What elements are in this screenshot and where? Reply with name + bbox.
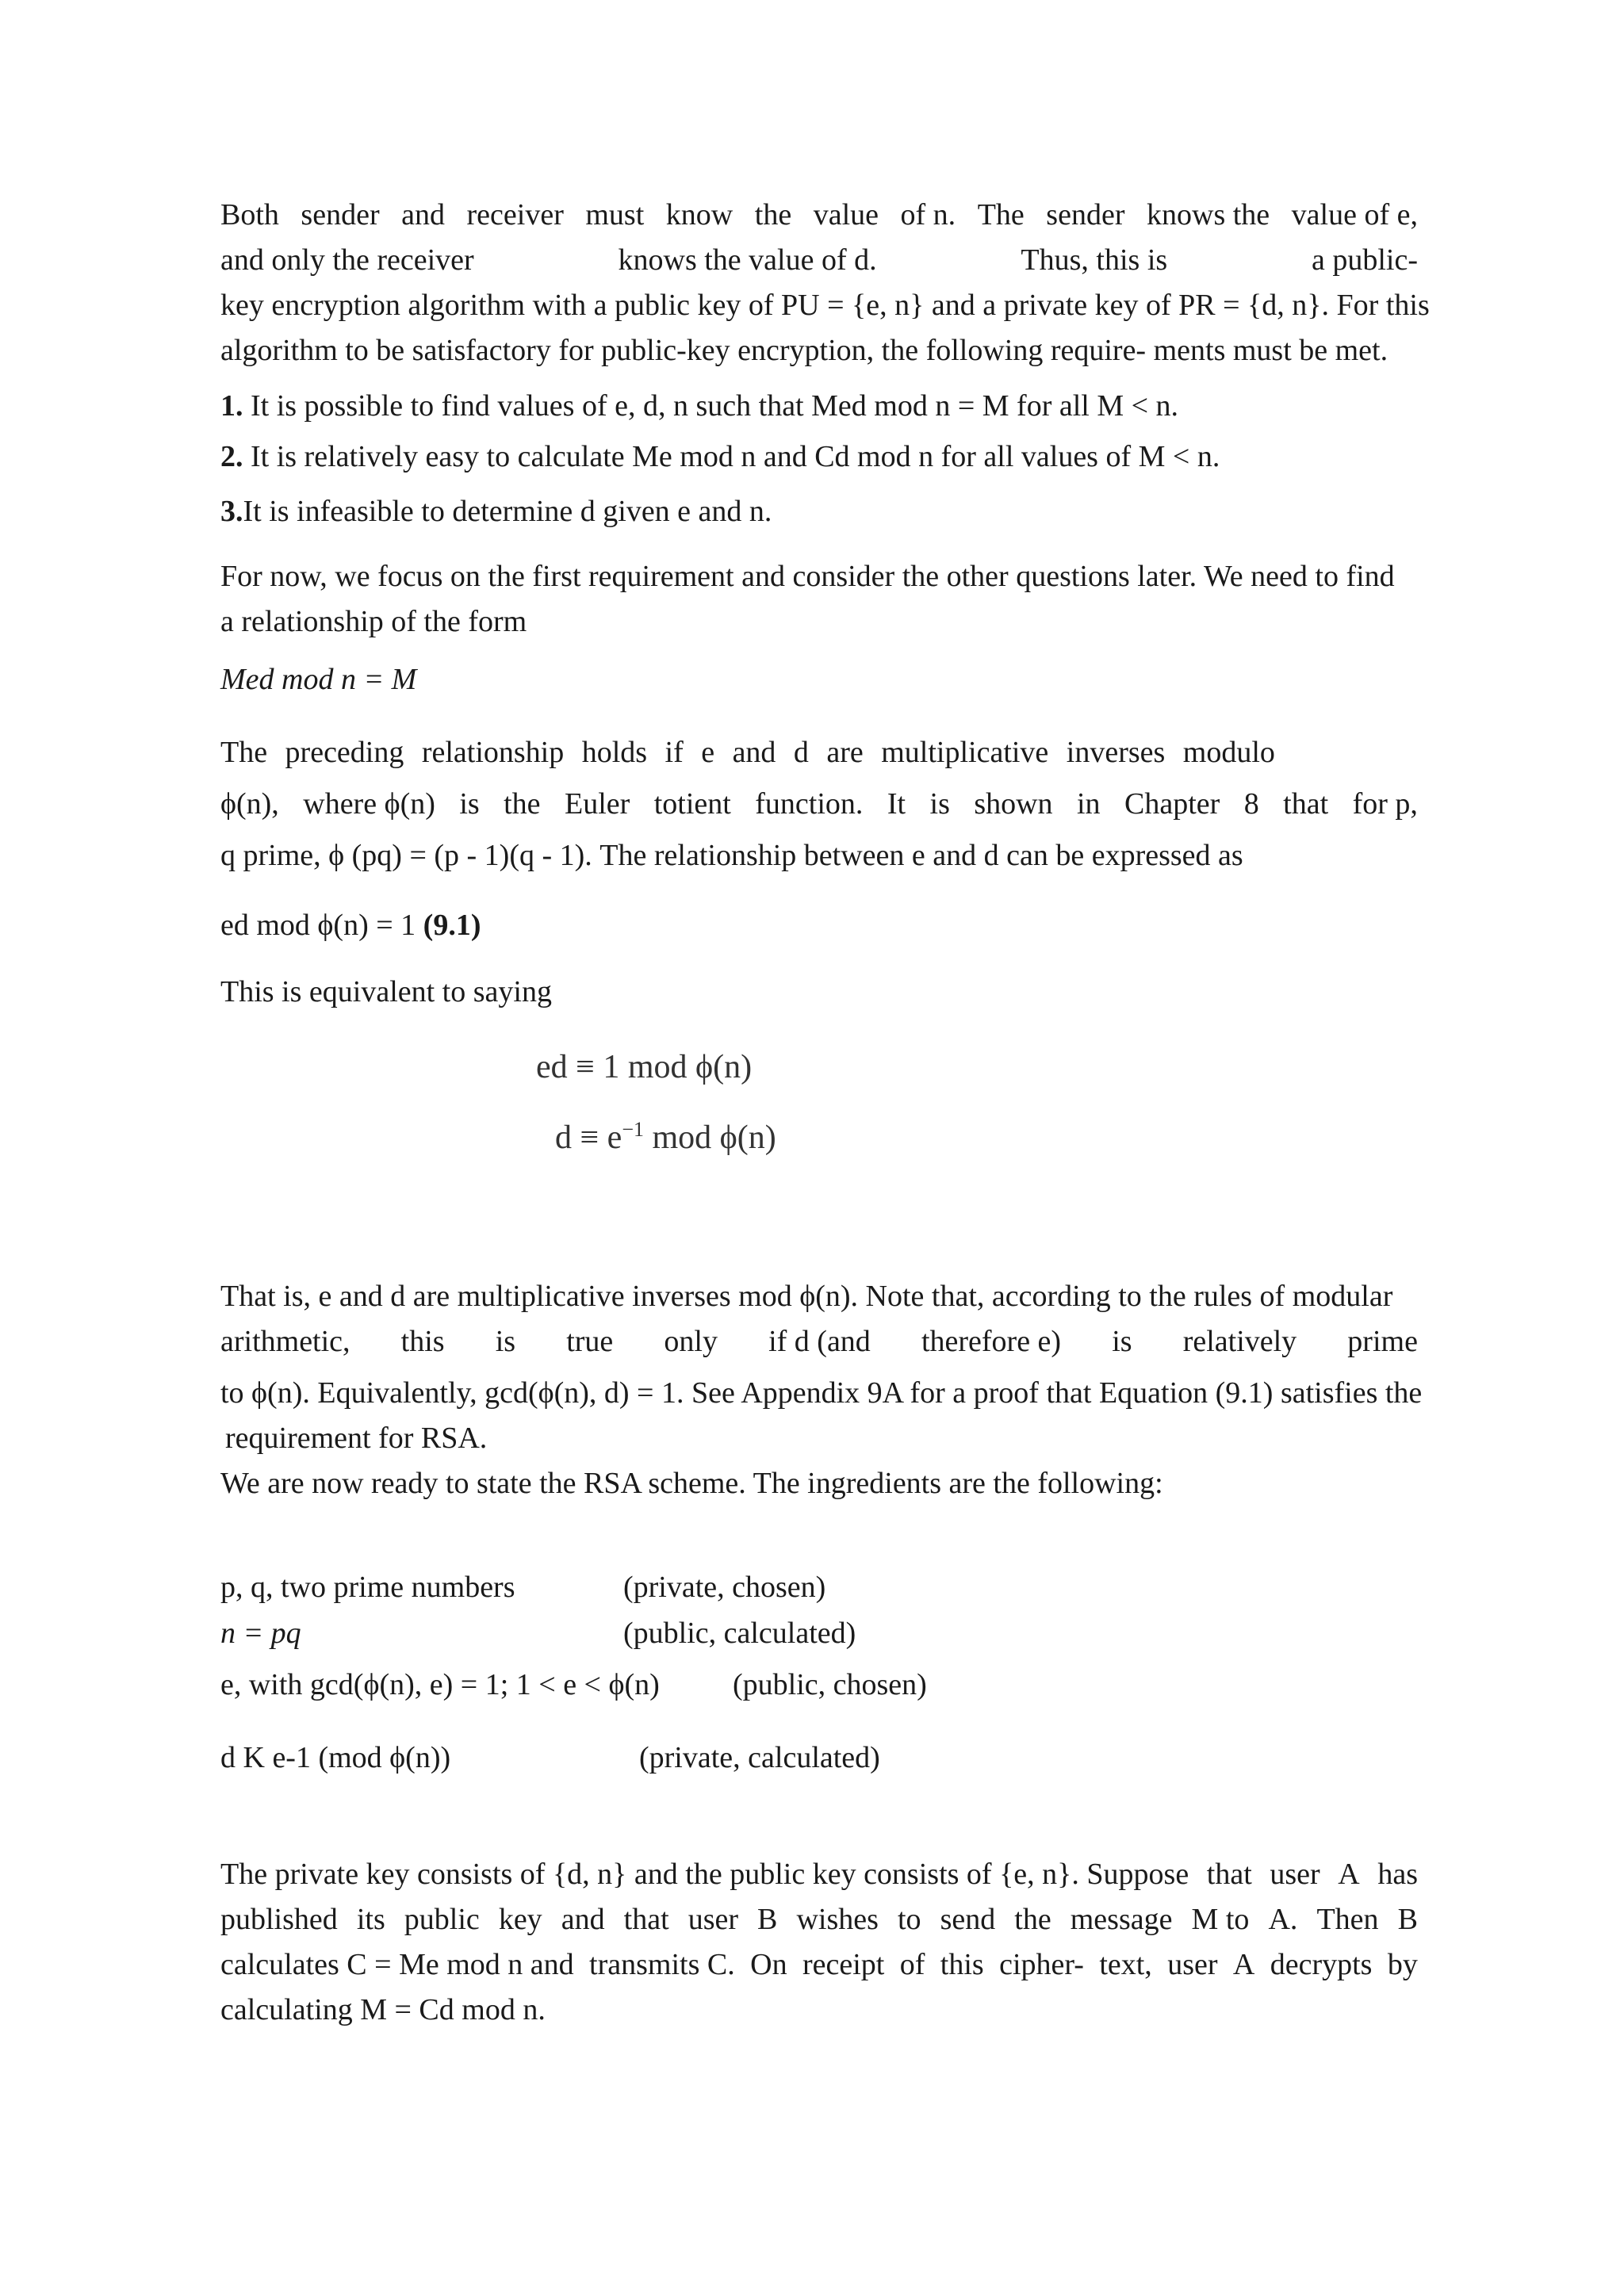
word: is: [1112, 1325, 1132, 1358]
word: 8: [1243, 787, 1259, 821]
requirement-2: [220, 442, 1220, 472]
word: decrypts: [1270, 1948, 1373, 1981]
ingredient-note: (private, chosen): [623, 1571, 826, 1604]
ingredient-item: n = pq: [220, 1617, 301, 1650]
word: and: [732, 736, 776, 769]
word: has: [1377, 1858, 1418, 1891]
word: The: [977, 198, 1025, 232]
word: therefore e): [921, 1325, 1062, 1358]
para3-line2: [220, 789, 1418, 819]
phrase: transmits C.: [589, 1948, 735, 1981]
word: B: [1397, 1903, 1418, 1936]
display-equation-2: [555, 1118, 776, 1157]
para1-line2: [220, 245, 1418, 275]
para2-line2: a relationship of the form: [220, 605, 527, 638]
word: that: [1206, 1858, 1252, 1891]
word: d: [793, 736, 809, 769]
word: message: [1070, 1903, 1173, 1936]
word: if d (and: [768, 1325, 871, 1358]
para5-line2: [220, 1904, 1418, 1934]
display-equation-1: ed ≡ 1 mod ϕ(n): [536, 1049, 753, 1085]
ingredient-item: p, q, two prime numbers: [220, 1571, 515, 1604]
word: text,: [1099, 1948, 1152, 1981]
word: the: [1014, 1903, 1051, 1936]
word: shown: [974, 787, 1053, 821]
para1-line4: algorithm to be satisfactory for public-key encryption, the following require- ments must be met.: [220, 334, 1388, 367]
ingredient-note: (private, calculated): [639, 1741, 880, 1774]
word: to: [897, 1903, 921, 1936]
para1-line3: key encryption algorithm with a public key of PU = {e, n} and a private key of PR = {d, n}. For this: [220, 289, 1430, 322]
word: M to: [1191, 1903, 1250, 1936]
word: if: [665, 736, 684, 769]
relationship-formula: Med mod n = M: [220, 663, 417, 696]
word: that: [1283, 787, 1329, 821]
para4-line5: We are now ready to state the RSA scheme. The ingredients are the following:: [220, 1467, 1163, 1500]
word: It: [887, 787, 906, 821]
list-number: 3.: [220, 495, 243, 528]
para5-line4: calculating M = Cd mod n.: [220, 1993, 546, 2026]
ingredient-note: (public, chosen): [733, 1668, 927, 1701]
para4-line1: That is, e and d are multiplicative inverses mod ϕ(n). Note that, according to the rules of modular: [220, 1280, 1393, 1313]
para5-line1: [220, 1859, 1418, 1889]
word: A.: [1268, 1903, 1298, 1936]
word: Then: [1316, 1903, 1379, 1936]
word: The: [220, 736, 268, 769]
word: preceding: [285, 736, 404, 769]
word: that: [623, 1903, 669, 1936]
word: this: [400, 1325, 445, 1358]
word: of n.: [900, 198, 956, 232]
word: must: [585, 198, 645, 232]
word: and: [401, 198, 445, 232]
word: cipher-: [999, 1948, 1084, 1981]
phrase: Thus, this is: [1021, 243, 1168, 277]
word: knows the: [1147, 198, 1270, 232]
para4-line2: [220, 1326, 1418, 1357]
word: are: [826, 736, 864, 769]
para2-line1: For now, we focus on the first requirement and consider the other questions later. We need to find: [220, 560, 1395, 593]
word: true: [566, 1325, 614, 1358]
equation-9-1: [220, 910, 481, 940]
para1-line1: [220, 200, 1418, 230]
equation-part: d ≡ e: [555, 1119, 622, 1156]
word: Both: [220, 198, 279, 232]
equation-text: ed mod ϕ(n) = 1: [220, 909, 423, 942]
word: modulo: [1182, 736, 1275, 769]
word: value of e,: [1291, 198, 1418, 232]
requirement-1: [220, 391, 1178, 421]
list-text: It is relatively easy to calculate Me mod n and Cd mod n for all values of M < n.: [243, 440, 1220, 473]
phrase: The private key consists of {d, n} and the public key consists of {e, n}. Suppose: [220, 1858, 1189, 1891]
word: sender: [1046, 198, 1125, 232]
word: holds: [581, 736, 648, 769]
phrase: a public-: [1311, 243, 1418, 277]
word: function.: [755, 787, 864, 821]
word: relationship: [421, 736, 565, 769]
requirement-3: [220, 496, 772, 526]
word: its: [356, 1903, 385, 1936]
phrase: calculates C = Me mod n and: [220, 1948, 574, 1981]
word: A: [1338, 1858, 1360, 1891]
word: prime: [1347, 1325, 1418, 1358]
word: multiplicative: [881, 736, 1049, 769]
word: B: [757, 1903, 778, 1936]
word: of: [899, 1948, 925, 1981]
word: user: [1167, 1948, 1218, 1981]
equivalent-text: This is equivalent to saying: [220, 975, 552, 1008]
word: receiver: [466, 198, 564, 232]
word: user: [688, 1903, 738, 1936]
word: value: [813, 198, 879, 232]
list-text: It is infeasible to determine d given e and n.: [243, 495, 772, 528]
equation-exponent: −1: [622, 1118, 644, 1141]
word: in: [1076, 787, 1101, 821]
word: know: [665, 198, 733, 232]
word: On: [750, 1948, 787, 1981]
word: e: [701, 736, 715, 769]
word: sender: [301, 198, 380, 232]
word: public: [404, 1903, 480, 1936]
word: is: [459, 787, 480, 821]
ingredient-note: (public, calculated): [623, 1617, 856, 1650]
word: inverses: [1066, 736, 1166, 769]
word: for p,: [1352, 787, 1418, 821]
word: is: [929, 787, 950, 821]
phrase: and only the receiver: [220, 243, 474, 277]
word: by: [1387, 1948, 1418, 1981]
list-number: 1.: [220, 389, 243, 423]
word: arithmetic,: [220, 1325, 350, 1358]
word: wishes: [796, 1903, 879, 1936]
list-text: It is possible to find values of e, d, n such that Med mod n = M for all M < n.: [243, 389, 1179, 423]
ingredient-item: e, with gcd(ϕ(n), e) = 1; 1 < e < ϕ(n): [220, 1668, 660, 1701]
word: this: [940, 1948, 984, 1981]
word: and: [561, 1903, 605, 1936]
word: the: [504, 787, 541, 821]
word: the: [754, 198, 792, 232]
word: relatively: [1182, 1325, 1297, 1358]
equation-part: mod ϕ(n): [644, 1119, 776, 1156]
word: is: [495, 1325, 516, 1358]
word: user: [1270, 1858, 1320, 1891]
word: only: [664, 1325, 718, 1358]
para3-line3: q prime, ϕ (pq) = (p - 1)(q - 1). The relationship between e and d can be expressed as: [220, 839, 1243, 872]
word: send: [940, 1903, 996, 1936]
word: Chapter: [1124, 787, 1220, 821]
word: Euler: [565, 787, 630, 821]
list-number: 2.: [220, 440, 243, 473]
para4-line3: to ϕ(n). Equivalently, gcd(ϕ(n), d) = 1. See Appendix 9A for a proof that Equation (9.1) satisfies the: [220, 1376, 1423, 1410]
word: totient: [653, 787, 731, 821]
phrase: knows the value of d.: [618, 243, 877, 277]
word: ϕ(n),: [220, 787, 279, 821]
ingredient-item: d K e-1 (mod ϕ(n)): [220, 1741, 451, 1774]
word: key: [498, 1903, 542, 1936]
para3-line1: [220, 737, 1275, 767]
para5-line3: [220, 1950, 1418, 1980]
word: receipt: [802, 1948, 885, 1981]
word: where ϕ(n): [303, 787, 435, 821]
word: published: [220, 1903, 338, 1936]
para4-line4: requirement for RSA.: [225, 1422, 488, 1455]
equation-label: (9.1): [423, 909, 481, 942]
word: A: [1232, 1948, 1255, 1981]
